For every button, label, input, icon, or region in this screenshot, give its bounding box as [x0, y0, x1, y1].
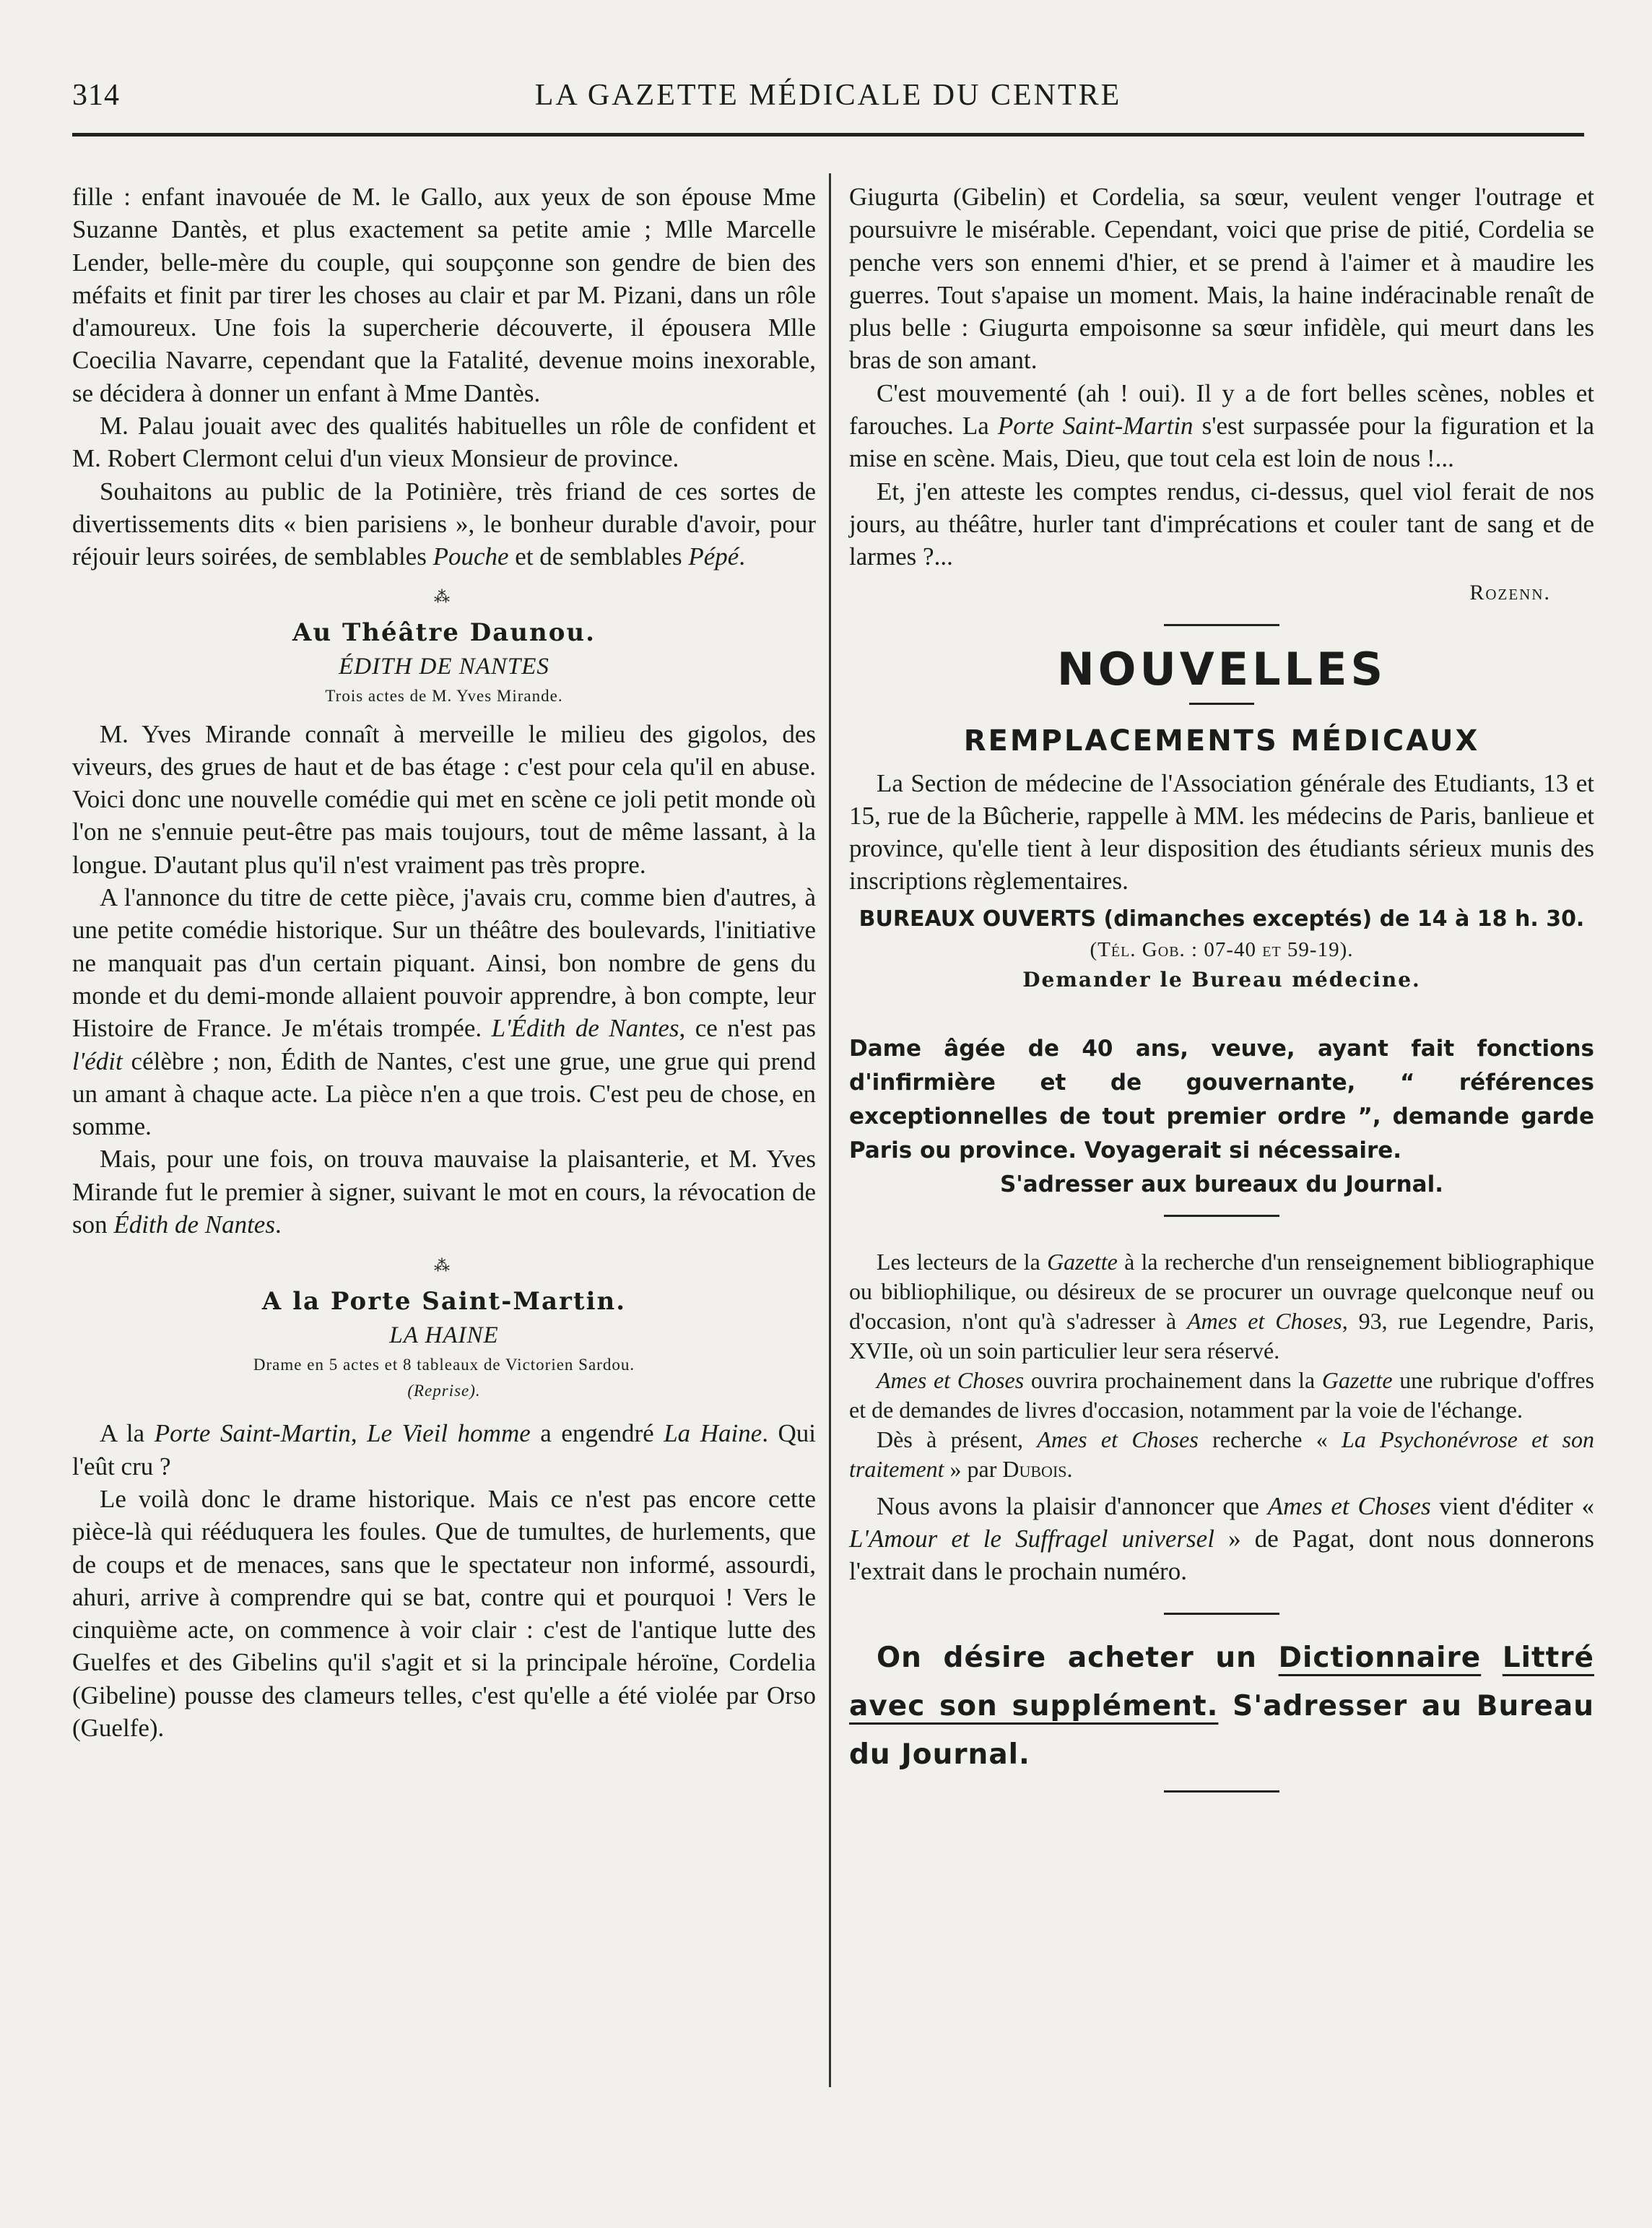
notices — [849, 1247, 1594, 1484]
left-column — [72, 181, 816, 1744]
paragraph: Souhaitons au public de la Potinière, très friand de ces sortes de divertissements dits « bien parisiens », le bonheur durable d'avoir, pour réjouir leurs soirées, de semblables Pouche et de semblables Pépé. — [72, 477, 816, 571]
office-hours: BUREAUX OUVERTS (dimanches exceptés) de 14 à 18 h. 30. — [858, 906, 1585, 932]
paragraph: M. Palau jouait avec des qualités habituelles un rôle de confident et M. Robert Clermont celui d'un vieux Monsieur de province. — [72, 412, 816, 473]
signature: Rozenn. — [1469, 580, 1551, 604]
paragraph: La Section de médecine de l'Association générale des Etudiants, 13 et 15, rue de la Bûcherie, rappelle à MM. les médecins de Paris, banlieue et province, qu'elle tient à leur disposition des étudiants sérieux munis des inscriptions règlementaires. — [849, 768, 1594, 896]
paragraph: C'est mouvementé (ah ! oui). Il y a de fort belles scènes, nobles et farouches. La Porte Saint-Martin s'est surpassée pour la figuration et la mise en scène. Mais, Dieu, que tout cela est loin de nous !... — [849, 378, 1594, 473]
paragraph: fille : enfant inavouée de M. le Gallo, aux yeux de son épouse Mme Suzanne Dantès, et plus exactement sa petite amie ; Mlle Marcelle Lender, belle-mère du couple, qui soupçonne son gendre de bien des méfaits et finit par tirer les choses au clair et par M. Pizani, dans un rôle d'amoureux. Une fois la supercherie découverte, il épousera Mlle Coecilia Navarre, cependant que la Fatalité, devenue moins inexorable, se décidera à donner un enfant à Mme Dantès. — [72, 183, 816, 407]
paragraph: A l'annonce du titre de cette pièce, j'avais cru, comme bien d'autres, à une petite comédie historique. Sur un théâtre des boulevards, l'initiative ne manquait pas d'un certain piquant. Ainsi, bon nombre de gens du monde et du demi-monde allaient pouvoir apprendre, à bon compte, leur Histoire de France. Je m'étais trompée. L'Édith de Nantes, ce n'est pas l'édit célèbre ; non, Édith de Nantes, c'est une grue, une grue qui prend un amant à chaque acte. La pièce n'en a que trois. C'est peu de chose, en somme. — [72, 883, 816, 1141]
telephone: (Tél. Gob. : 07-40 et 59-19). — [1090, 937, 1354, 961]
paragraph: Mais, pour une fois, on trouva mauvaise la plaisanterie, et M. Yves Mirande fut le premier à signer, suivant le mot en cours, la révocation de son Édith de Nantes. — [72, 1145, 816, 1239]
divider — [1164, 1790, 1279, 1793]
classified-ad — [849, 1032, 1594, 1202]
play-credit: Trois actes de M. Yves Mirande. — [325, 686, 563, 705]
play-credit: Drame en 5 actes et 8 tableaux de Victorien Sardou. — [253, 1356, 635, 1374]
section-title-porte-saint-martin: A la Porte Saint-Martin. — [261, 1287, 627, 1317]
page-number: 314 — [72, 79, 120, 112]
play-reprise: (Reprise). — [407, 1382, 481, 1400]
dictionary-ad — [849, 1634, 1594, 1779]
ad-text: On désire acheter un Dictionnaire Littré avec son supplément. S'adresser au Bureau du Journal. — [849, 1641, 1595, 1771]
section-separator: ⁂ — [434, 587, 454, 606]
paragraph: Les lecteurs de la Gazette à la recherche d'un renseignement bibliographique ou bibliophilique, ou désireux de se procurer un ouvrage quelconque neuf ou d'occasion, n'ont qu'à s'adresser à Ames et Choses, 93, rue Legendre, Paris, XVIIe, où un soin particulier leur sera réservé. — [849, 1248, 1595, 1364]
paragraph: Dès à présent, Ames et Choses recherche « La Psychonévrose et son traitement » par Dubois. — [849, 1426, 1595, 1482]
column-divider — [829, 173, 831, 2087]
page-header — [72, 78, 1584, 121]
paragraph: Et, j'en atteste les comptes rendus, ci-dessus, quel viol ferait de nos jours, au théâtre, hurler tant d'imprécations et couler tant de sang et de larmes ?... — [849, 477, 1594, 571]
ad-text: Dame âgée de 40 ans, veuve, ayant fait fonctions d'infirmière et de gouvernante, “ références exceptionnelles de tout premier ordre ”, demande garde Paris ou province. Voyagerait si nécessaire. — [849, 1035, 1594, 1163]
paragraph: Giugurta (Gibelin) et Cordelia, sa sœur, veulent venger l'outrage et poursuivre le misérable. Cependant, voici que prise de pitié, Cordelia se penche vers son ennemi d'hier, et se prend à l'aimer et à maudire les guerres. Tout s'apaise un moment. Mais, la haine indéracinable renaît de plus belle : Giugurta empoisonne sa sœur infidèle, qui meurt dans les bras de son amant. — [849, 183, 1594, 375]
play-title: LA HAINE — [389, 1322, 499, 1349]
ad-contact: S'adresser aux bureaux du Journal. — [999, 1171, 1443, 1197]
section-separator: ⁂ — [434, 1257, 454, 1275]
section-title-daunou: Au Théâtre Daunou. — [292, 617, 596, 647]
paragraph: Ames et Choses ouvrira prochainement dans la Gazette une rubrique d'offres et de demandes de livres d'occasion, notamment par la voie de l'échange. — [849, 1366, 1595, 1423]
paragraph: Nous avons la plaisir d'annoncer que Ames et Choses vient d'éditer « L'Amour et le Suffragel universel » de Pagat, dont nous donnerons l'extrait dans le prochain numéro. — [849, 1491, 1594, 1586]
header-rule — [72, 133, 1584, 136]
paragraph: M. Yves Mirande connaît à merveille le milieu des gigolos, des viveurs, des grues de haut et de bas étage : c'est pour cela qu'il en abuse. Voici donc une nouvelle comédie qui met en scène ce joli petit monde où l'on ne s'ennuie peut-être pas mais toujours, tout de même lassant, à la longue. D'autant plus qu'il n'est vraiment pas très propre. — [72, 719, 816, 879]
section-title-remplacements: REMPLACEMENTS MÉDICAUX — [963, 724, 1480, 758]
journal-title: LA GAZETTE MÉDICALE DU CENTRE — [534, 79, 1122, 112]
right-column — [849, 181, 1594, 1793]
paragraph: Le voilà donc le drame historique. Mais ce n'est pas encore cette pièce-là qui rééduquera les foules. Que de tumultes, de hurlements, que de coups et de menaces, sans que le spectateur non informé, assourdi, ahuri, arrive à comprendre qui se bat, contre qui et pourquoi ! Vers le cinquième acte, on commence à voir clair : c'est de l'antique lutte des Guelfes et des Gibelins qu'il s'agit et si la principale héroïne, Cordelia (Gibeline) pousse des clameurs telles, c'est qu'elle a été violée par Orso (Guelfe). — [72, 1484, 816, 1742]
demander-bureau: Demander le Bureau médecine. — [1022, 967, 1421, 992]
play-title: ÉDITH DE NANTES — [339, 653, 549, 680]
section-title-nouvelles: NOUVELLES — [1056, 642, 1387, 695]
paragraph: A la Porte Saint-Martin, Le Vieil homme a engendré La Haine. Qui l'eût cru ? — [72, 1419, 817, 1481]
